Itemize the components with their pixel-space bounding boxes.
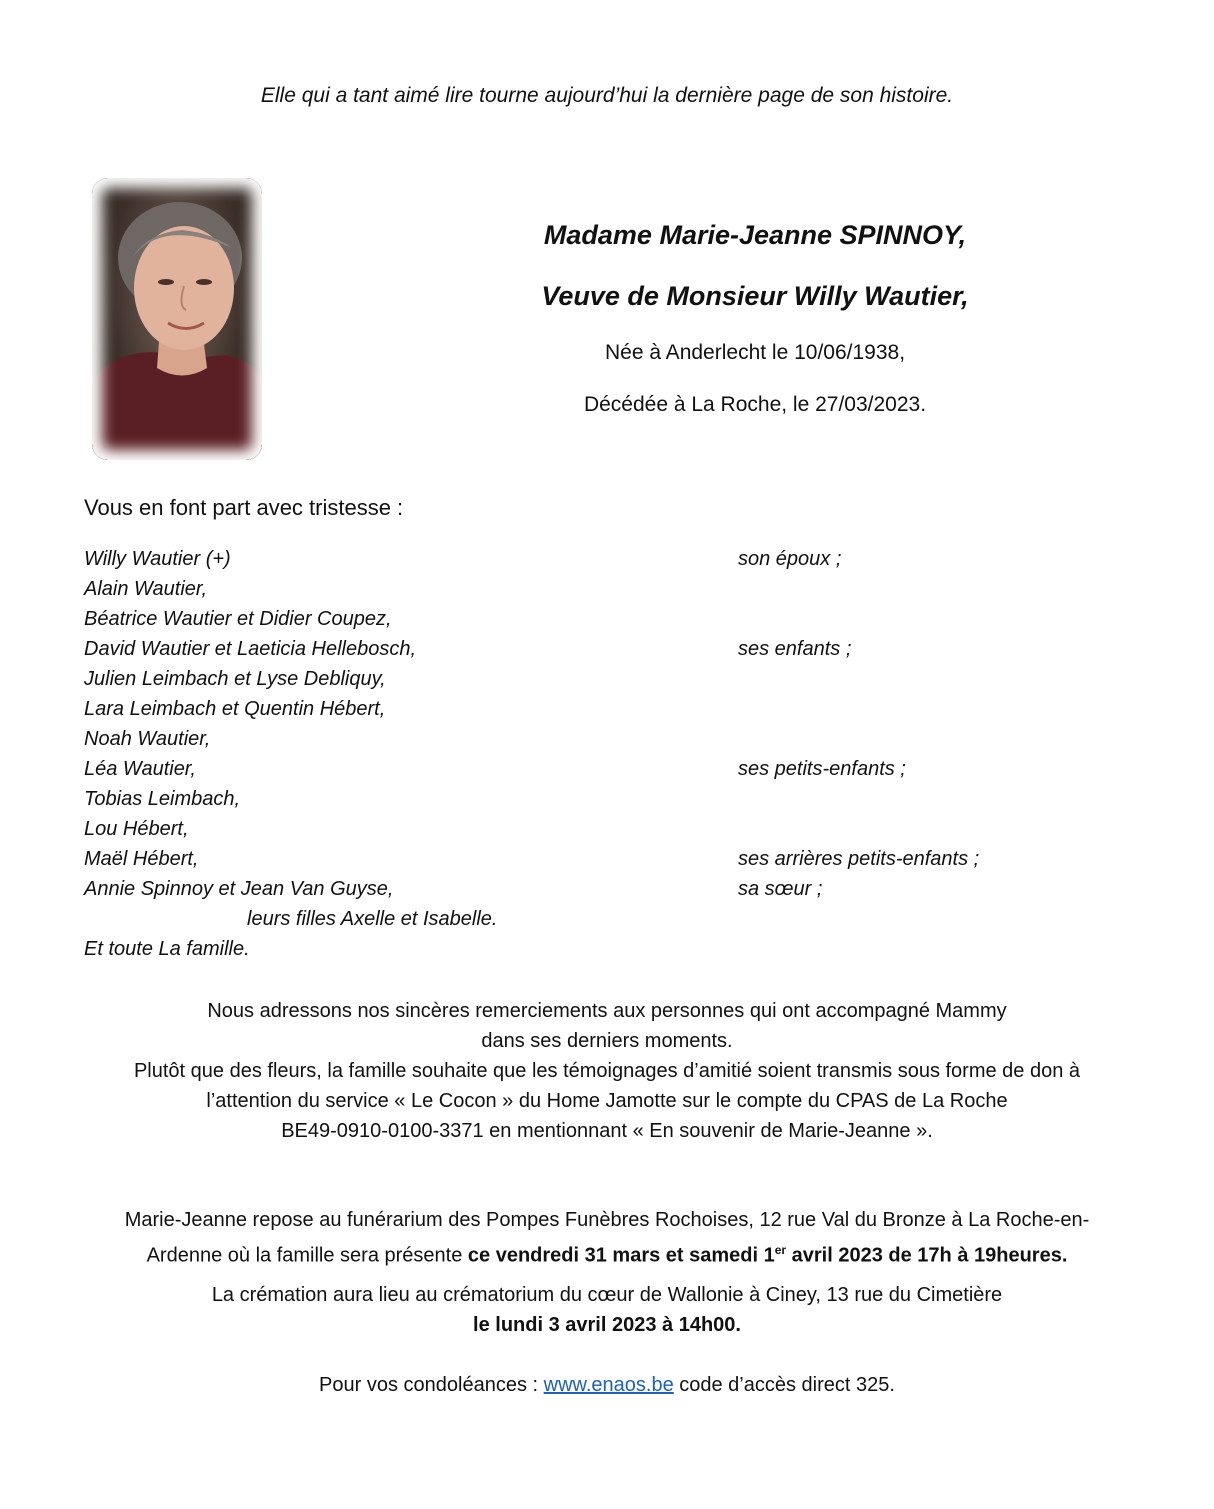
condolences-prefix: Pour vos condoléances :: [319, 1374, 544, 1396]
thanks-line: Plutôt que des fleurs, la famille souhaite que les témoignages d’amitié soient transmis sous forme de don à: [133, 1060, 1081, 1082]
death-line: Décédée à La Roche, le 27/03/2023.: [583, 393, 927, 416]
family-closing: Et toute La famille.: [84, 938, 250, 960]
family-name: David Wautier et Laeticia Hellebosch,: [84, 638, 417, 660]
family-name: Tobias Leimbach,: [84, 788, 241, 810]
visitation-paragraph: [80, 1205, 1134, 1271]
family-name: Noah Wautier,: [84, 728, 211, 750]
cremation-line: La crémation aura lieu au crématorium du cœur de Wallonie à Ciney, 13 rue du Cimetière: [211, 1284, 1003, 1306]
visitation-hours: avril 2023 de 17h à 19heures.: [786, 1244, 1068, 1267]
relation-children: ses enfants ;: [738, 638, 852, 660]
thanks-line: l’attention du service « Le Cocon » du Home Jamotte sur le compte du CPAS de La Roche: [206, 1090, 1008, 1112]
epigraph: Elle qui a tant aimé lire tourne aujourd’hui la dernière page de son histoire.: [260, 84, 954, 107]
visitation-text: Ardenne où la famille sera présente: [146, 1244, 468, 1267]
condolences-suffix: code d’accès direct 325.: [673, 1374, 895, 1396]
relation-grandchildren: ses petits-enfants ;: [738, 758, 906, 780]
visitation-dates: ce vendredi 31 mars et samedi 1: [467, 1244, 775, 1267]
cremation-date: le lundi 3 avril 2023 à 14h00.: [473, 1314, 741, 1336]
condolences-line: [80, 1370, 1134, 1400]
birth-line: Née à Anderlecht le 10/06/1938,: [604, 341, 906, 364]
family-name: Léa Wautier,: [84, 758, 196, 780]
family-name: Alain Wautier,: [84, 578, 208, 600]
family-name: Lou Hébert,: [84, 818, 189, 840]
thanks-line: dans ses derniers moments.: [481, 1030, 733, 1052]
intro-text: Vous en font part avec tristesse :: [84, 495, 404, 520]
portrait-photo: [92, 178, 262, 460]
condolences-link[interactable]: www.enaos.be: [543, 1374, 674, 1396]
family-name: Annie Spinnoy et Jean Van Guyse,: [84, 878, 394, 900]
family-name: Willy Wautier (+): [84, 548, 231, 570]
thanks-line: BE49-0910-0100-3371 en mentionnant « En souvenir de Marie-Jeanne ».: [281, 1120, 933, 1142]
cremation-paragraph: [80, 1280, 1134, 1340]
thanks-paragraph: [80, 996, 1134, 1146]
deceased-name: Madame Marie-Jeanne SPINNOY,: [543, 220, 967, 250]
ordinal-suffix: er: [774, 1243, 787, 1257]
family-name: Julien Leimbach et Lyse Debliquy,: [84, 668, 386, 690]
visitation-line: Marie-Jeanne repose au funérarium des Pompes Funèbres Rochoises, 12 rue Val du Bronze à La Roche-en-: [124, 1209, 1090, 1231]
relation-spouse: son époux ;: [738, 548, 842, 570]
visitation-line: [80, 1235, 1134, 1271]
thanks-line: Nous adressons nos sincères remerciements aux personnes qui ont accompagné Mammy: [207, 1000, 1007, 1022]
relation-sister: sa sœur ;: [738, 878, 823, 900]
family-name: Lara Leimbach et Quentin Hébert,: [84, 698, 386, 720]
family-name: Maël Hébert,: [84, 848, 199, 870]
relation-great-grandchildren: ses arrières petits-enfants ;: [738, 848, 980, 870]
family-name: leurs filles Axelle et Isabelle.: [247, 908, 498, 930]
family-name: Béatrice Wautier et Didier Coupez,: [84, 608, 392, 630]
widow-line: Veuve de Monsieur Willy Wautier,: [541, 281, 969, 311]
